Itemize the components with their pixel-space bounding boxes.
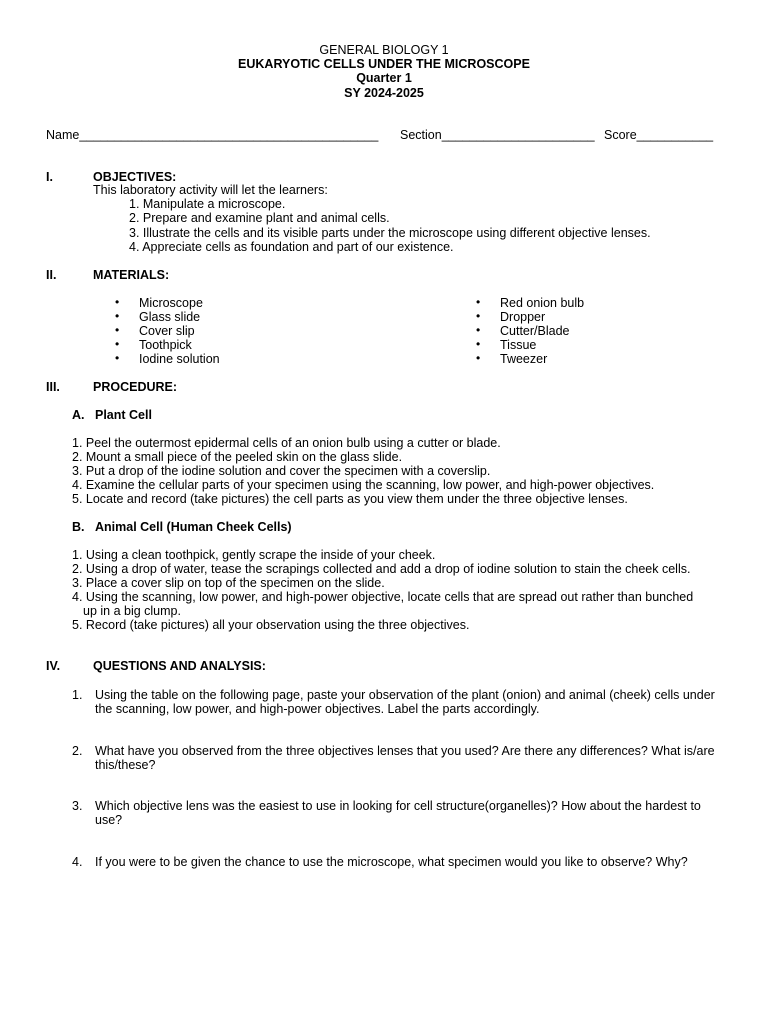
question-number: 2. (72, 744, 83, 758)
animal-step-continued: up in a big clump. (83, 604, 181, 618)
plant-cell-heading: Plant Cell (95, 408, 152, 422)
question-number: 3. (72, 799, 83, 813)
question-text: What have you observed from the three objectives lenses that you used? Are there any differences? What is/are this/these? (95, 744, 715, 772)
animal-step: 3. Place a cover slip on top of the specimen on the slide. (72, 576, 385, 590)
question-text: Using the table on the following page, paste your observation of the plant (onion) and animal (cheek) cells under the scanning, low power, and high-power objectives. Label the parts accordingly. (95, 688, 715, 716)
plant-step: 5. Locate and record (take pictures) the cell parts as you view them under the three objective lenses. (72, 492, 628, 506)
objectives-number: I. (46, 170, 53, 184)
score-field[interactable]: Score___________ (604, 128, 714, 142)
quarter-label: Quarter 1 (356, 71, 412, 85)
objective-item: 4. Appreciate cells as foundation and part of our existence. (129, 240, 454, 254)
questions-number: IV. (46, 659, 61, 673)
objective-item: 3. Illustrate the cells and its visible parts under the microscope using different objective lenses. (129, 226, 651, 240)
bullet-icon: • (115, 337, 120, 351)
section-field[interactable]: Section______________________ (400, 128, 595, 142)
plant-step: 2. Mount a small piece of the peeled skin on the glass slide. (72, 450, 403, 464)
worksheet-page: GENERAL BIOLOGY 1 EUKARYOTIC CELLS UNDER THE MICROSCOPE Quarter 1 SY 2024-2025 Name___________________________________________ Section______________________ Score___________ I. OBJECTIVES: This laboratory activity will let the learners: 1. Manipulate a microscope. 2. Prepare and examine plant and animal cells. 3. Illustrate the cells and its visible parts under the microscope using different objective lenses. 4. Appreciate cells as foundation and part of our existence. II. MATERIALS: • Microscope • Glass slide • Cover slip • Toothpick • Iodine solution • Red onion bulb • Dropper • Cutter/Blade • Tissue • Tweezer III. PROCEDURE: A. Plant Cell 1. Peel the outermost epidermal cells of an onion bulb using a cutter or blade. 2. Mount a small piece of the peeled skin on the glass slide. 3. Put a drop of the iodine solution and cover the specimen with a coverslip. 4. Examine the cellular parts of your specimen using the scanning, low power, and high-power objectives. 5. Locate and record (take pictures) the cell parts as you view them under the three objective lenses. B. Animal Cell (Human Cheek Cells) 1. Using a clean toothpick, gently scrape the inside of your cheek. 2. Using a drop of water, tease the scrapings collected and add a drop of iodine solution to stain the cheek cells. 3. Place a cover slip on top of the specimen on the slide. 4. Using the scanning, low power, and high-power objective, locate cells that are spread out rather than bunched up in a big clump. 5. Record (take pictures) all your observation using the three objectives. IV. QUESTIONS AND ANALYSIS: 1. Using the table on the following page, paste your observation of the plant (onion) and animal (cheek) cells under the scanning, low power, and high-power objectives. Label the parts accordingly. 2. What have you observed from the three objectives lenses that you used? Are there any differences? What is/are this/these? 3. Which objective lens was the easiest to use in looking for cell structure(organelles)? How about the hardest to use? 4. If you were to be given the chance to use the microscope, what specimen would you like to observe? Why? (0, 0, 768, 1024)
questions-heading: QUESTIONS AND ANALYSIS: (93, 659, 266, 673)
materials-heading: MATERIALS: (93, 268, 170, 282)
animal-cell-heading: Animal Cell (Human Cheek Cells) (95, 520, 292, 534)
bullet-icon: • (115, 351, 120, 365)
plant-cell-label: A. (72, 408, 85, 422)
bullet-icon: • (476, 337, 481, 351)
materials-number: II. (46, 268, 57, 282)
objectives-intro: This laboratory activity will let the learners: (93, 183, 328, 197)
procedure-heading: PROCEDURE: (93, 380, 178, 394)
animal-cell-label: B. (72, 520, 85, 534)
question-number: 1. (72, 688, 83, 702)
objective-item: 2. Prepare and examine plant and animal cells. (129, 211, 390, 225)
school-year: SY 2024-2025 (344, 86, 424, 100)
objective-item: 1. Manipulate a microscope. (129, 197, 286, 211)
activity-title: EUKARYOTIC CELLS UNDER THE MICROSCOPE (238, 57, 530, 71)
animal-step: 5. Record (take pictures) all your observation using the three objectives. (72, 618, 470, 632)
question-text: Which objective lens was the easiest to use in looking for cell structure(organelles)? How about the hardest to use? (95, 799, 701, 827)
plant-step: 1. Peel the outermost epidermal cells of an onion bulb using a cutter or blade. (72, 436, 501, 450)
bullet-icon: • (476, 323, 481, 337)
bullet-icon: • (476, 309, 481, 323)
bullet-icon: • (476, 351, 481, 365)
plant-step: 3. Put a drop of the iodine solution and cover the specimen with a coverslip. (72, 464, 491, 478)
animal-step: 1. Using a clean toothpick, gently scrape the inside of your cheek. (72, 548, 436, 562)
animal-step: 2. Using a drop of water, tease the scrapings collected and add a drop of iodine solution to stain the cheek cells. (72, 562, 691, 576)
bullet-icon: • (476, 295, 481, 309)
bullet-icon: • (115, 295, 120, 309)
name-field[interactable]: Name___________________________________________ (46, 128, 379, 142)
objectives-heading: OBJECTIVES: (93, 170, 177, 184)
bullet-icon: • (115, 323, 120, 337)
bullet-icon: • (115, 309, 120, 323)
animal-step: 4. Using the scanning, low power, and high-power objective, locate cells that are spread out rather than bunched (72, 590, 694, 604)
plant-step: 4. Examine the cellular parts of your specimen using the scanning, low power, and high-power objectives. (72, 478, 655, 492)
course-title: GENERAL BIOLOGY 1 (319, 43, 449, 57)
question-text: If you were to be given the chance to use the microscope, what specimen would you like to observe? Why? (95, 855, 688, 869)
procedure-number: III. (46, 380, 60, 394)
question-number: 4. (72, 855, 83, 869)
